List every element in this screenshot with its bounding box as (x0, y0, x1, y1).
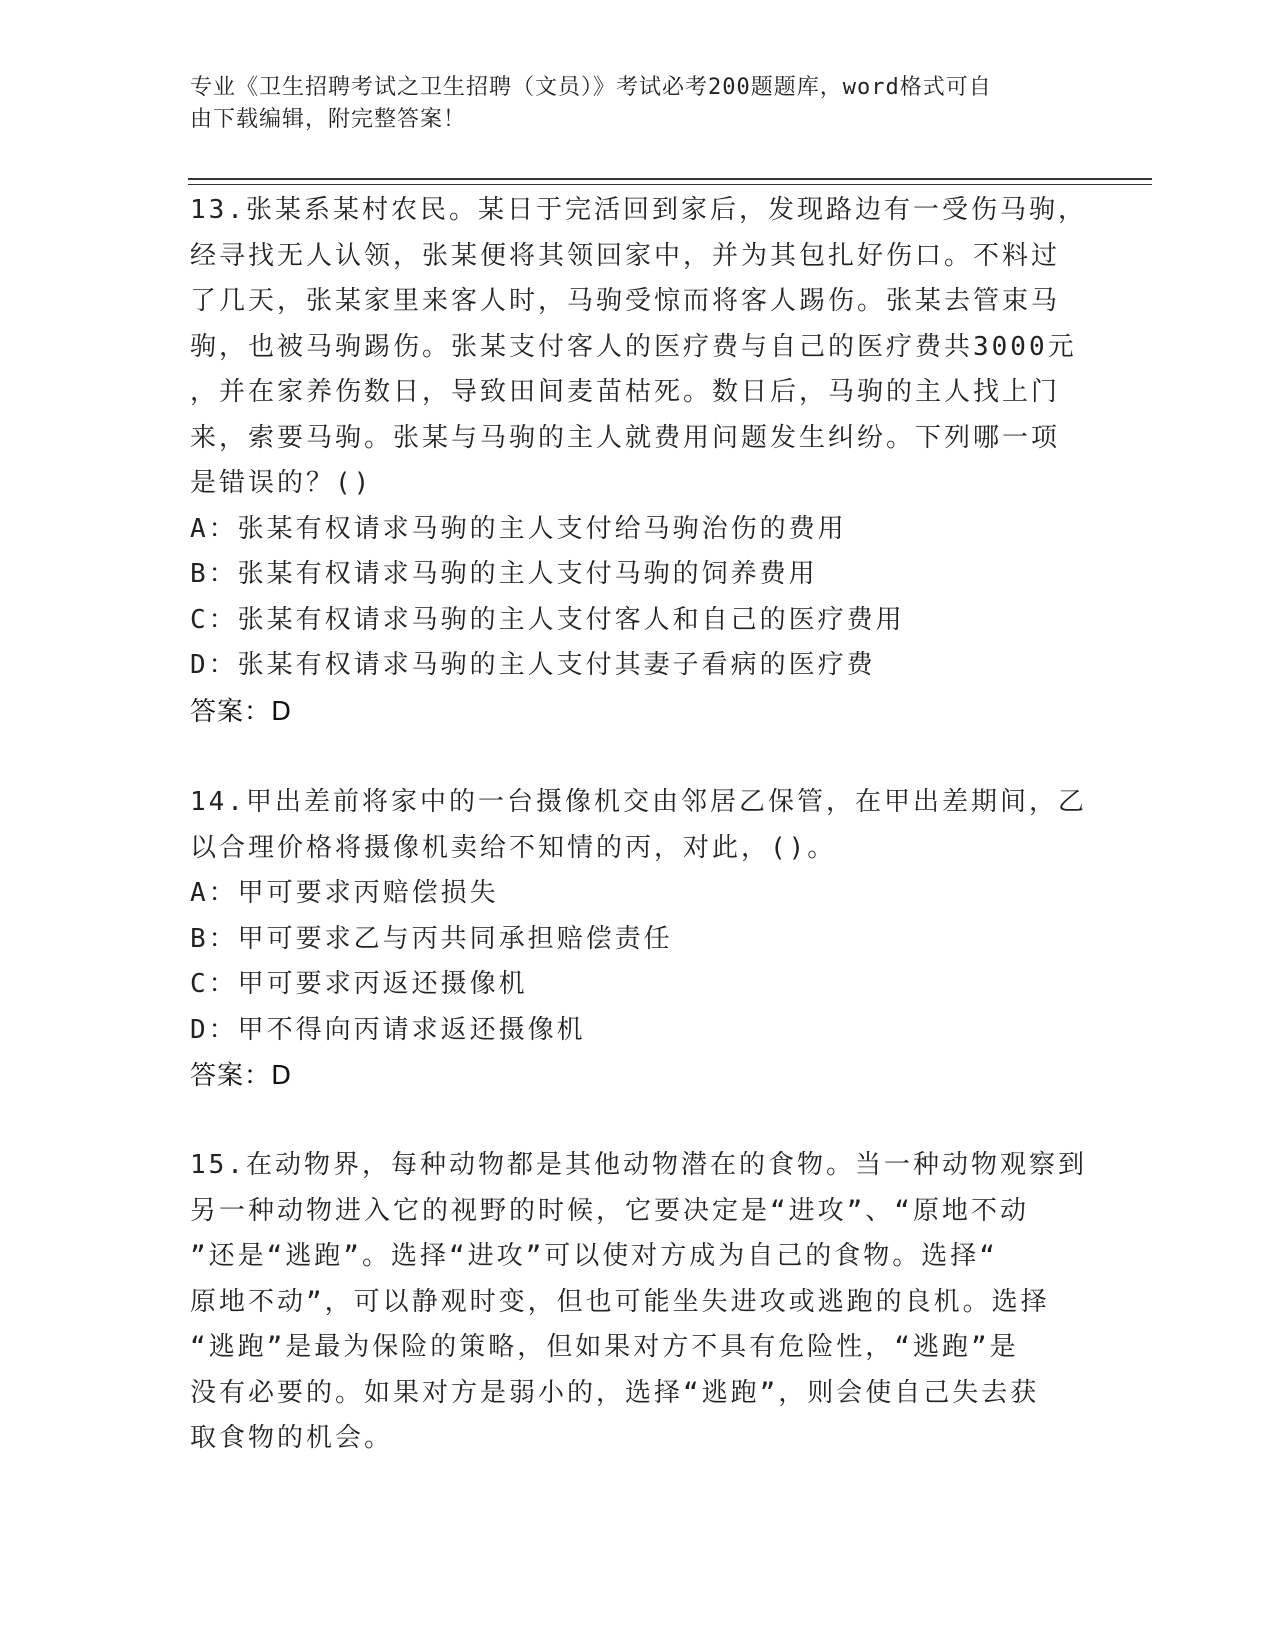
document-header (190, 72, 1070, 136)
stem-line: ，并在家养伤数日，导致田间麦苗枯死。数日后，马驹的主人找上门 (190, 377, 1061, 407)
question-14 (190, 780, 1087, 1099)
stem-line: 来，索要马驹。张某与马驹的主人就费用问题发生纠纷。下列哪一项 (190, 422, 1061, 453)
answer-line: 答案：D (190, 696, 293, 727)
stem-line: ”还是“逃跑”。选择“进攻”可以使对方成为自己的食物。选择“ (190, 1241, 998, 1271)
option-b: B：甲可要求乙与丙共同承担赔偿责任 (190, 923, 673, 954)
stem-line: 14.甲出差前将家中的一台摄像机交由邻居乙保管，在甲出差期间，乙 (190, 787, 1087, 817)
stem-line: 驹，也被马驹踢伤。张某支付客人的医疗费与自己的医疗费共3000元 (190, 331, 1077, 362)
option-a: A：张某有权请求马驹的主人支付给马驹治伤的费用 (190, 513, 847, 544)
stem-line: 是错误的？() (190, 468, 373, 498)
stem-line: 另一种动物进入它的视野的时候，它要决定是“进攻”、“原地不动 (190, 1195, 1029, 1226)
option-a: A：甲可要求丙赔偿损失 (190, 878, 499, 908)
option-c: C：甲可要求丙返还摄像机 (190, 969, 528, 999)
stem-line: 15.在动物界，每种动物都是其他动物潜在的食物。当一种动物观察到 (190, 1150, 1087, 1180)
stem-line: 没有必要的。如果对方是弱小的，选择“逃跑”，则会使自己失去获 (190, 1377, 1040, 1408)
question-stem (190, 1143, 1087, 1462)
question-stem (190, 780, 1087, 871)
stem-line: 了几天，张某家里来客人时，马驹受惊而将客人踢伤。张某去管束马 (190, 286, 1061, 316)
option-d: D：甲不得向丙请求返还摄像机 (190, 1014, 586, 1045)
option-c: C：张某有权请求马驹的主人支付客人和自己的医疗费用 (190, 604, 905, 635)
stem-line: 取食物的机会。 (190, 1423, 394, 1453)
header-divider-thin (188, 184, 1152, 185)
header-divider (188, 178, 1152, 180)
answer-line: 答案：D (190, 1061, 293, 1091)
question-15 (190, 1143, 1087, 1462)
stem-line: 经寻找无人认领，张某便将其领回家中，并为其包扎好伤口。不料过 (190, 240, 1061, 271)
stem-line: 13.张某系某村农民。某日于完活回到家后，发现路边有一受伤马驹， (190, 195, 1087, 225)
option-d: D：张某有权请求马驹的主人支付其妻子看病的医疗费 (190, 650, 876, 680)
stem-line: 原地不动”，可以静观时变，但也可能坐失进攻或逃跑的良机。选择 (190, 1286, 1050, 1317)
stem-line: 以合理价格将摄像机卖给不知情的丙，对此，()。 (190, 832, 837, 863)
option-b: B：张某有权请求马驹的主人支付马驹的饲养费用 (190, 559, 818, 589)
header-line: 专业《卫生招聘考试之卫生招聘（文员）》考试必考200题题库，word格式可自 (190, 75, 992, 100)
question-13 (190, 188, 1087, 735)
stem-line: “逃跑”是最为保险的策略，但如果对方不具有危险性，“逃跑”是 (190, 1332, 1019, 1362)
question-stem (190, 188, 1087, 507)
header-line: 由下载编辑，附完整答案！ (190, 107, 467, 132)
option-list (190, 507, 1080, 689)
option-list (190, 871, 1080, 1053)
